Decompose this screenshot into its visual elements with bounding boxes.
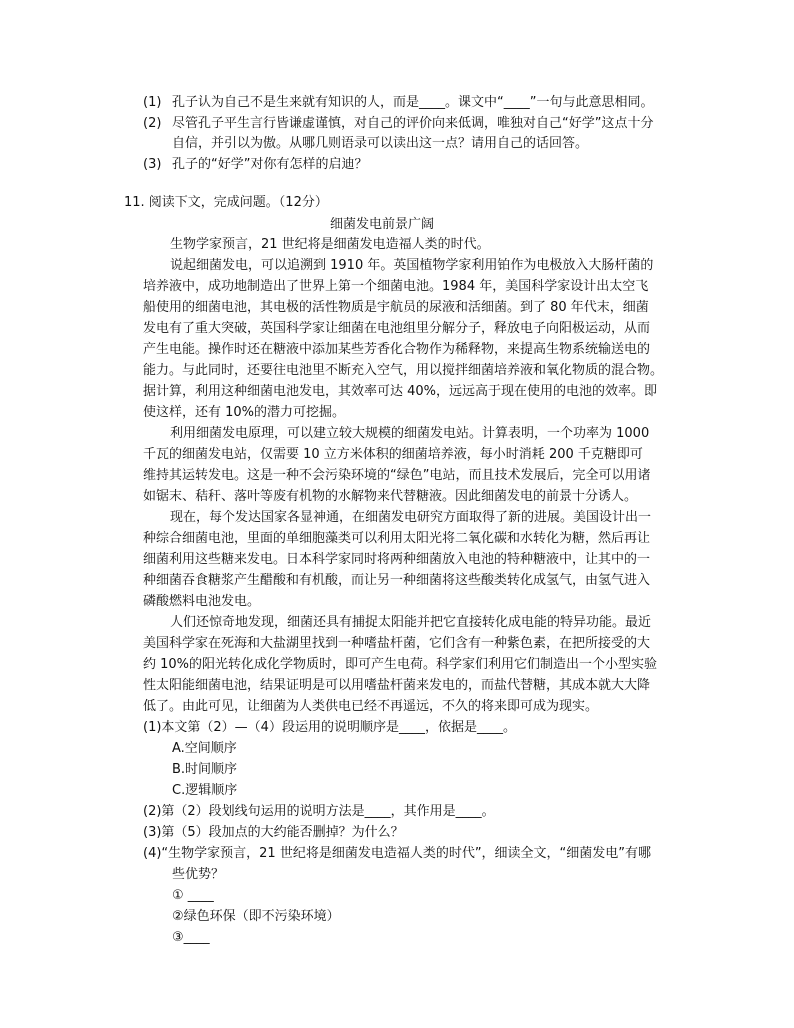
q10-item-2-text-line-1: 尽管孔子平生言行皆谦虚谨慎，对自己的评价向来低调，唯独对自己“好学”这点十分 (172, 116, 654, 131)
article-line: 美国科学家在死海和大盐湖里找到一种嗜盐杆菌，它们含有一种紫色素，在把所接受的大 (143, 636, 651, 651)
question-1: (1)本文第（2）—（4）段运用的说明顺序是____，依据是____。 (143, 720, 516, 735)
article-line: 说起细菌发电，可以追溯到 1910 年。英国植物学家利用铂作为电极放入大肠杆菌的 (170, 258, 654, 273)
article-line: 低了。由此可见，让细菌为人类供电已经不再遥远，不久的将来即可成为现实。 (143, 699, 599, 714)
option-a: A.空间顺序 (172, 741, 237, 756)
article-line: 如锯末、秸秆、落叶等废有机物的水解物来代替糖液。因此细菌发电的前景十分诱人。 (143, 489, 638, 504)
q10-item-3-text: 孔子的“好学”对你有怎样的启迪？ (172, 157, 368, 172)
q10-item-2-text-line-2: 自信，并引以为傲。从哪几则语录可以读出这一点？请用自己的话回答。 (172, 136, 589, 151)
article-line: 维持其运转发电。这是一种不会污染环境的“绿色”电站，而且技术发展后，完全可以用诸 (143, 468, 651, 483)
article-line: 船使用的细菌电池，其电极的活性物质是宇航员的尿液和活细菌。到了 80 年代末，细菌 (143, 300, 649, 315)
article-line: 种细菌吞食糖浆产生醋酸和有机酸，而让另一种细菌将这些酸类转化成氢气，由氢气进入 (143, 573, 651, 588)
article-line: 现在，每个发达国家各显神通，在细菌发电研究方面取得了新的进展。美国设计出一 (170, 510, 652, 525)
article-line: 人们还惊奇地发现，细菌还具有捕捉太阳能并把它直接转化成电能的特异功能。最近 (170, 615, 652, 630)
option-c: C.逻辑顺序 (172, 783, 238, 798)
advantage-2: ②绿色环保（即不污染环境） (172, 909, 340, 924)
option-b: B.时间顺序 (172, 762, 238, 777)
q10-item-1-text: 孔子认为自己不是生来就有知识的人，而是____。课文中“____”一句与此意思相同。 (172, 95, 654, 110)
article-line: 种综合细菌电池，里面的单细胞藻类可以利用太阳光将二氧化碳和水转化为糖，然后再让 (143, 531, 651, 546)
q11-header: 11. 阅读下文，完成问题。（12分） (124, 195, 328, 210)
article-line: 能力。与此同时，还要往电池里不断充入空气，用以搅拌细菌培养液和氧化物质的混合物。 (143, 363, 664, 378)
article-line: 细菌利用这些糖来发电。日本科学家同时将两种细菌放入电池的特种糖液中，让其中的一 (143, 552, 651, 567)
question-4-line-2: 些优势？ (172, 867, 225, 882)
article-title: 细菌发电前景广阔 (330, 217, 435, 232)
question-3: (3)第（5）段加点的大约能否删掉？为什么？ (143, 825, 404, 840)
article-line: 发电有了重大突破，英国科学家让细菌在电池组里分解分子，释放电子向阳极运动，从而 (143, 321, 651, 336)
q10-item-2-number: (2) (143, 116, 162, 131)
article-line: 磷酸燃料电池发电。 (143, 594, 261, 609)
article-line: 使这样，还有 10%的潜力可挖掘。 (143, 405, 346, 420)
advantage-1: ① ____ (172, 888, 214, 903)
article-line: 生物学家预言，21 世纪将是细菌发电造福人类的时代。 (170, 237, 490, 252)
advantage-3: ③____ (172, 930, 210, 945)
article-line: 千瓦的细菌发电站，仅需要 10 立方米体积的细菌培养液，每小时消耗 200 千克糖即可 (143, 447, 643, 462)
article-line: 约 10%的阳光转化成化学物质时，即可产生电荷。科学家们利用它们制造出一个小型实验 (143, 657, 658, 672)
article-line: 性太阳能细菌电池，结果证明是可以用嗜盐杆菌来发电的，而盐代替糖，其成本就大大降 (143, 678, 651, 693)
article-line: 利用细菌发电原理，可以建立较大规模的细菌发电站。计算表明，一个功率为 1000 (170, 426, 650, 441)
article-line: 培养液中，成功地制造出了世界上第一个细菌电池。1984 年，美国科学家设计出太空飞 (143, 279, 649, 294)
article-line: 产生电能。操作时还在糖液中添加某些芳香化合物作为稀释物，来提高生物系统输送电的 (143, 342, 651, 357)
question-2: (2)第（2）段划线句运用的说明方法是____，其作用是____。 (143, 804, 495, 819)
question-4-line-1: (4)“生物学家预言，21 世纪将是细菌发电造福人类的时代”，细读全文，“细菌发电”有哪 (143, 846, 652, 861)
article-line: 据计算，利用这种细菌电池发电，其效率可达 40%，远远高于现在使用的电池的效率。即 (143, 384, 658, 399)
q10-item-1-number: (1) (143, 95, 162, 110)
q10-item-3-number: (3) (143, 157, 162, 172)
